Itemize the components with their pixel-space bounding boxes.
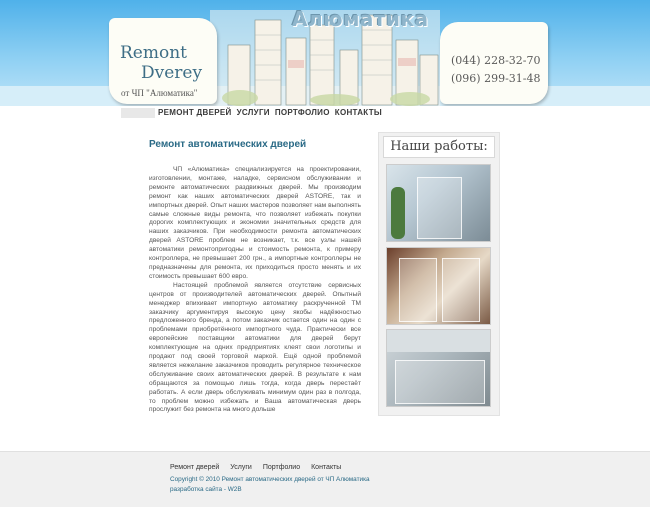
developer-credit[interactable]: разработка сайта - W2B bbox=[170, 486, 242, 493]
phone-1: (044) 228-32-70 bbox=[451, 54, 541, 67]
footer-link-portfolio[interactable]: Портфолио bbox=[262, 464, 301, 471]
nav-highlight bbox=[121, 108, 155, 118]
copyright-text[interactable]: Copyright © 2010 Ремонт автоматических дверей от ЧП Алюматика bbox=[170, 476, 370, 483]
footer-nav bbox=[170, 464, 341, 471]
logo-scroll[interactable] bbox=[109, 18, 217, 104]
door-shape bbox=[395, 360, 485, 404]
work-photo-2[interactable] bbox=[386, 247, 491, 325]
nav-item-portfolio[interactable]: ПОРТФОЛИО bbox=[274, 108, 330, 117]
door-shape bbox=[442, 258, 480, 322]
works-title: Наши работы: bbox=[383, 136, 495, 158]
phones-scroll bbox=[440, 22, 548, 104]
article-paragraph-1: ЧП «Алюматика» специализируется на проектировании, изготовлении, монтаже, наладке, сервисном обслуживании и ремонте автоматических раздвижных дверей. Мы производим ремонт как наших автоматических дверей ASTORE, так и импортных дверей. Опыт наших мастеров позволяет нам выполнять самые сложные виды ремонта, что позволяет избежать покупки дорогих комплектующих и экономии значительных средств для наших заказчиков. При необходимости ремонта автоматических дверей ASTORE проблем не возникает, т.к. все узлы нашей автоматики ремонтопригодны и стоимость ремонта, к примеру контроллера, не превышает 200 грн., а импортные контроллеры не предназначены для ремонта, их приходиться просто менять и их стоимость превышает 600 евро. bbox=[149, 166, 361, 280]
footer-link-uslugi[interactable]: Услуги bbox=[230, 464, 252, 471]
header bbox=[0, 0, 650, 106]
brand-title: Алюматика bbox=[292, 7, 429, 31]
article-body bbox=[149, 166, 361, 415]
nav-item-kontakty[interactable]: КОНТАКТЫ bbox=[334, 108, 383, 117]
footer-link-kontakty[interactable]: Контакты bbox=[311, 464, 342, 471]
nav-items bbox=[158, 108, 382, 117]
page-title: Ремонт автоматических дверей bbox=[149, 139, 307, 150]
door-shape bbox=[399, 258, 437, 322]
logo-line-remont: Remont bbox=[120, 43, 187, 63]
nav-item-remont[interactable]: РЕМОНТ ДВЕРЕЙ bbox=[158, 108, 232, 117]
door-shape bbox=[417, 177, 462, 239]
work-photo-3[interactable] bbox=[386, 329, 491, 407]
nav-item-uslugi[interactable]: УСЛУГИ bbox=[236, 108, 270, 117]
work-photo-1[interactable] bbox=[386, 164, 491, 242]
ceiling-shape bbox=[387, 330, 491, 352]
plant-shape bbox=[391, 187, 405, 239]
logo-line-dverey: Dverey bbox=[141, 63, 203, 83]
article-paragraph-2: Настоящей проблемой является отсутствие сервисных центров от производителей автоматических дверей. Опытный менеджер впихивает импортную автоматику раскрученной ТМ заказчику аргументируя высокую цену якобы надёжностью предложенного бренда, а потом заказчик остается один на один с проблемами приобретённого импортного чуда. Практически все европейские поставщики автоматики для дверей берут комплектующие на одних предприятиях клеят свои логотипы и продают под своей торговой маркой. Ещё одной проблемой является нежелание заказчиков проводить регулярное техническое обслуживание своих автоматических дверей. В результате к нам обращаются за помощью лишь тогда, когда дверь перестаёт работать. А если дверь обслуживать минимум один раз в полгода, то проблем можно избежать и Ваша автоматическая дверь прослужит без ремонта на много дольше bbox=[149, 281, 361, 414]
logo-subtitle: от ЧП "Алюматика" bbox=[121, 88, 198, 98]
top-nav bbox=[0, 106, 650, 121]
phone-2: (096) 299-31-48 bbox=[451, 72, 541, 85]
footer-link-remont[interactable]: Ремонт дверей bbox=[170, 464, 220, 471]
